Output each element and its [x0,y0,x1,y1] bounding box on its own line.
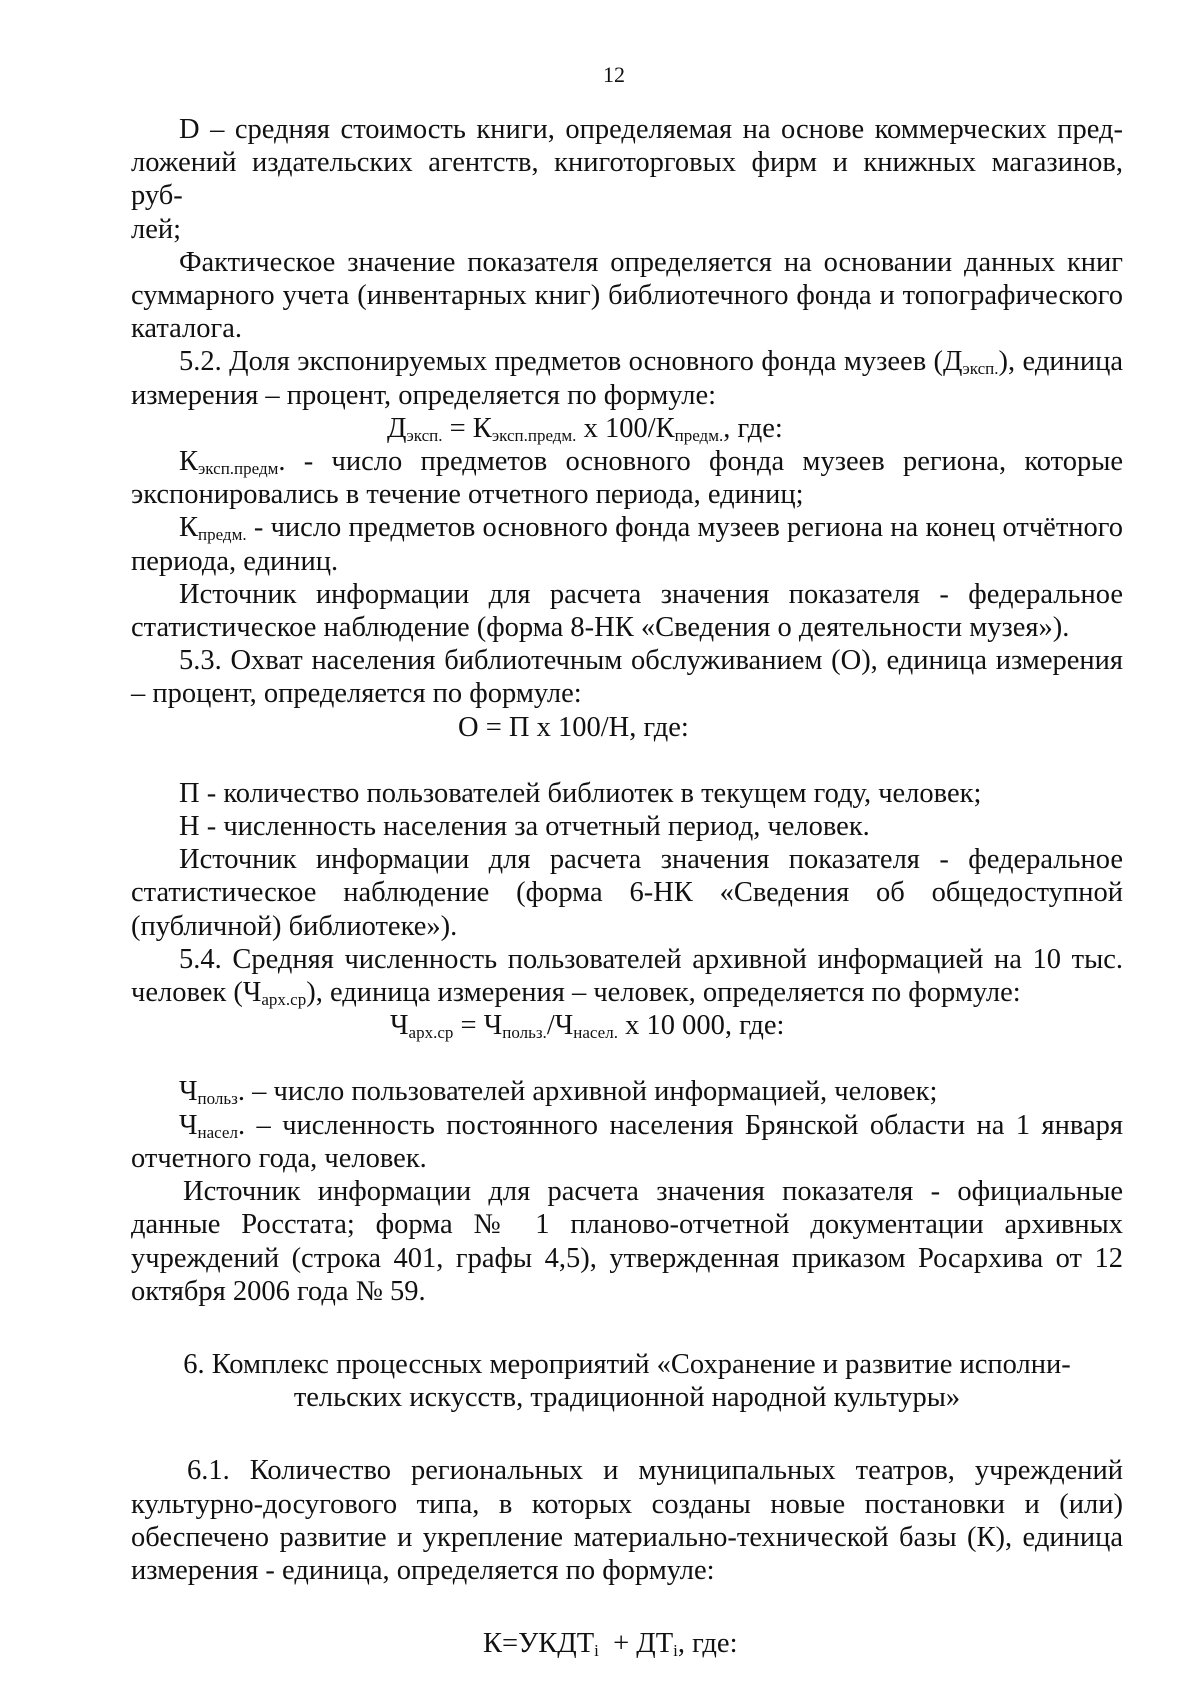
paragraph-5-4-source: Источник информации для расчета значения показателя - официальные данные Росстата; форма № 1 планово-отчетной документации архивных учреждений (строка 401, графы 4,5), утвержденная приказом Росархива от 12 октября 2006 года № 59. [131,1176,1123,1307]
formula-text: /Ч [546,1010,574,1042]
paragraph-actual-value: Фактическое значение показателя определяется на основании данных книг суммарного учета (инвентарных книг) библиотечного фонда и топографического каталога. [131,246,1123,345]
formula-text: , где: [677,1628,738,1660]
formula-5-2 [131,412,1123,445]
text-run: . - число предметов основного фонда музеев региона, которые экспонировались в течение отчетного периода, единиц; [131,446,1123,511]
formula-symbol: Ч [390,1010,409,1042]
subscript: эксп. [406,425,443,445]
paragraph-5-3-source: Источник информации для расчета значения показателя - федеральное статистическое наблюдение (форма 6-НК «Сведения об общедоступной (публичной) библиотеке»). [131,844,1123,942]
spacer [131,1587,1123,1627]
formula-symbol: К [179,512,199,544]
subscript: арх.ср [408,1023,454,1043]
formula-6-1 [131,1627,1123,1660]
subscript: i [673,1641,678,1661]
subscript: польз [197,1089,238,1109]
subscript: i [594,1641,599,1661]
text-run: 5.2. Доля экспонируемых предметов основного фонда музеев (Д [179,346,963,378]
paragraph-book-cost [131,113,1123,246]
heading-line: тельских искусств, традиционной народной культуры» [293,1382,961,1414]
subscript: предм. [198,525,247,545]
text-run: человек (Ч [131,977,262,1009]
formula-text: = К [442,412,492,444]
spacer [131,1308,1123,1348]
spacer [131,1414,1123,1454]
paragraph-5-4-line2 [131,976,1123,1009]
text-run: ), единица измерения – человек, определяется по формуле: [306,977,1021,1009]
formula-symbol: К [179,446,199,478]
text-line: лей; [131,213,182,245]
text-line: D – средняя стоимость книги, определяемая на основе коммерческих пред- [179,114,1123,145]
page-number: 12 [603,62,625,87]
text-line: ложений издательских агентств, книготорговых фирм и книжных магазинов, руб- [131,147,1123,212]
paragraph-5-4-line1: 5.4. Средняя численность пользователей архивной информацией на 10 тыс. [179,943,1123,975]
definition-ch-nasel [131,1109,1123,1175]
text-run: ), единица измерения – процент, определяется по формуле: [131,346,1123,411]
subscript: насел. [573,1023,618,1043]
definition-k-predm [131,511,1123,577]
heading-line: 6. Комплекс процессных мероприятий «Сохранение и развитие исполни- [183,1348,1071,1380]
document-body [131,113,1123,1660]
definition-n: Н - численность населения за отчетный период, человек. [179,811,870,843]
formula-symbol: Ч [179,1076,198,1108]
text-run: . – число пользователей архивной информацией, человек; [237,1076,938,1108]
paragraph-5-2-intro [131,345,1123,411]
formula-text: , где: [723,412,783,444]
formula-text: + ДТ [598,1628,674,1660]
text-run: - число предметов основного фонда музеев региона на конец отчётного периода, единиц. [131,512,1123,577]
formula-text: х 10 000, где: [617,1010,785,1042]
subscript: предм. [674,425,724,445]
formula-symbol: Ч [179,1109,198,1141]
formula-text: х 100/К [576,412,675,444]
subscript: эксп. [962,359,999,379]
subscript: польз. [502,1023,547,1043]
definition-k-exp-predm [131,445,1123,511]
formula-5-3: О = П х 100/Н, где: [458,711,689,743]
formula-text: = Ч [453,1010,503,1042]
spacer [131,1042,1123,1075]
subscript: арх.ср [261,990,307,1010]
definition-ch-polz [131,1075,1123,1108]
paragraph-5-3-intro: 5.3. Охват населения библиотечным обслуживанием (О), единица измерения – процент, определяется по формуле: [131,645,1123,710]
paragraph-6-1-intro: 6.1. Количество региональных и муниципальных театров, учреждений культурно-досугового типа, в которых созданы новые постановки и (или) обеспечено развитие и укрепление материально-технической базы (К), единица измерения - единица, определяется по формуле: [131,1455,1123,1586]
spacer [131,744,1123,777]
definition-p: П - количество пользователей библиотек в текущем году, человек; [179,777,982,809]
formula-symbol: Д [387,412,407,444]
section-6-heading [131,1348,1123,1414]
formula-text: К=УКДТ [483,1628,595,1660]
subscript: эксп.предм [198,459,279,479]
text-run: . – численность постоянного населения Брянской области на 1 января отчетного года, человек. [131,1109,1123,1174]
subscript: эксп.предм. [491,425,577,445]
formula-5-4 [131,1009,1123,1042]
paragraph-5-2-source: Источник информации для расчета значения показателя - федеральное статистическое наблюдение (форма 8-НК «Сведения о деятельности музея»). [131,578,1123,644]
subscript: насел [197,1122,238,1142]
